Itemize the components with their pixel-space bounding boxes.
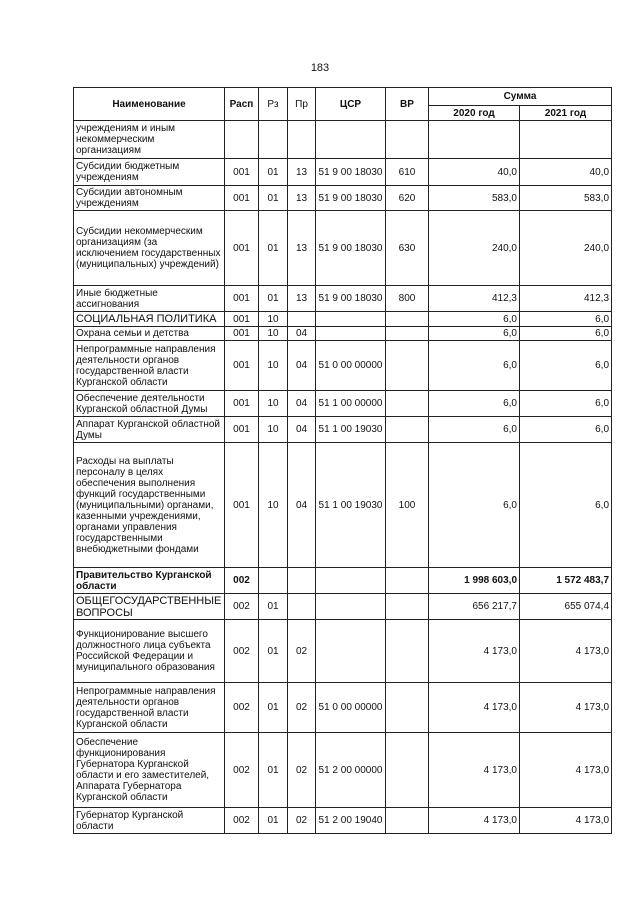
cell-vr bbox=[386, 568, 429, 594]
cell-vr bbox=[386, 417, 429, 443]
cell-pr bbox=[288, 568, 316, 594]
cell-pr: 13 bbox=[288, 186, 316, 211]
cell-pr: 04 bbox=[288, 341, 316, 391]
col-header-2020: 2020 год bbox=[429, 106, 520, 121]
cell-2020: 6,0 bbox=[429, 391, 520, 417]
cell-vr bbox=[386, 683, 429, 733]
cell-2021: 6,0 bbox=[520, 417, 612, 443]
cell-rasp: 002 bbox=[225, 733, 259, 808]
cell-csr: 51 9 00 18030 bbox=[316, 159, 386, 186]
table-row bbox=[74, 121, 612, 159]
table-row bbox=[74, 733, 612, 808]
cell-2020: 240,0 bbox=[429, 211, 520, 286]
cell-rasp: 001 bbox=[225, 341, 259, 391]
cell-rz: 01 bbox=[259, 159, 288, 186]
cell-csr: 51 9 00 18030 bbox=[316, 186, 386, 211]
cell-rz: 01 bbox=[259, 594, 288, 620]
cell-rasp: 001 bbox=[225, 186, 259, 211]
cell-2021: 6,0 bbox=[520, 341, 612, 391]
table-row bbox=[74, 443, 612, 568]
table-row bbox=[74, 211, 612, 286]
cell-pr: 02 bbox=[288, 683, 316, 733]
cell-name: Расходы на выплаты персоналу в целях обеспечения выполнения функций государственными (муниципальными) органами, казенными учреждениями, органами управления государственными внебюджетными фондами bbox=[74, 443, 225, 568]
cell-name: Аппарат Курганской областной Думы bbox=[74, 417, 225, 443]
cell-name: Субсидии бюджетным учреждениям bbox=[74, 159, 225, 186]
table-row bbox=[74, 186, 612, 211]
cell-pr: 04 bbox=[288, 327, 316, 341]
cell-name: Иные бюджетные ассигнования bbox=[74, 286, 225, 312]
cell-2020: 6,0 bbox=[429, 417, 520, 443]
cell-vr bbox=[386, 594, 429, 620]
cell-rz: 01 bbox=[259, 286, 288, 312]
cell-vr: 620 bbox=[386, 186, 429, 211]
cell-vr bbox=[386, 121, 429, 159]
cell-2020: 40,0 bbox=[429, 159, 520, 186]
cell-pr: 02 bbox=[288, 808, 316, 834]
col-header-csr: ЦСР bbox=[316, 88, 386, 121]
cell-2021: 6,0 bbox=[520, 391, 612, 417]
table-body bbox=[74, 121, 612, 834]
cell-name: Субсидии автономным учреждениям bbox=[74, 186, 225, 211]
cell-rasp: 001 bbox=[225, 312, 259, 327]
cell-csr bbox=[316, 594, 386, 620]
cell-2020: 4 173,0 bbox=[429, 808, 520, 834]
cell-name: Правительство Курганской области bbox=[74, 568, 225, 594]
cell-name: Субсидии некоммерческим организациям (за исключением государственных (муниципальных) учреждений) bbox=[74, 211, 225, 286]
cell-2021: 6,0 bbox=[520, 327, 612, 341]
cell-csr: 51 2 00 00000 bbox=[316, 733, 386, 808]
cell-rasp: 002 bbox=[225, 683, 259, 733]
table-row bbox=[74, 391, 612, 417]
cell-pr: 04 bbox=[288, 443, 316, 568]
cell-name: СОЦИАЛЬНАЯ ПОЛИТИКА bbox=[74, 312, 225, 327]
cell-pr: 13 bbox=[288, 211, 316, 286]
cell-rz: 10 bbox=[259, 327, 288, 341]
cell-2021: 1 572 483,7 bbox=[520, 568, 612, 594]
cell-csr bbox=[316, 568, 386, 594]
cell-vr bbox=[386, 327, 429, 341]
col-header-2021: 2021 год bbox=[520, 106, 612, 121]
cell-pr bbox=[288, 594, 316, 620]
cell-2021: 583,0 bbox=[520, 186, 612, 211]
page-number: 183 bbox=[310, 62, 330, 74]
cell-rz: 10 bbox=[259, 443, 288, 568]
table-row bbox=[74, 312, 612, 327]
cell-2020: 1 998 603,0 bbox=[429, 568, 520, 594]
cell-rasp: 002 bbox=[225, 808, 259, 834]
col-header-rasp: Расп bbox=[225, 88, 259, 121]
table-row bbox=[74, 808, 612, 834]
cell-name: ОБЩЕГОСУДАРСТВЕННЫЕ ВОПРОСЫ bbox=[74, 594, 225, 620]
cell-rz: 10 bbox=[259, 312, 288, 327]
cell-vr bbox=[386, 808, 429, 834]
cell-csr: 51 1 00 00000 bbox=[316, 391, 386, 417]
cell-2020: 583,0 bbox=[429, 186, 520, 211]
cell-csr: 51 9 00 18030 bbox=[316, 211, 386, 286]
cell-pr: 02 bbox=[288, 733, 316, 808]
cell-rz: 01 bbox=[259, 683, 288, 733]
cell-pr bbox=[288, 121, 316, 159]
cell-rasp: 001 bbox=[225, 159, 259, 186]
cell-csr: 51 9 00 18030 bbox=[316, 286, 386, 312]
col-header-vr: ВР bbox=[386, 88, 429, 121]
cell-rz: 01 bbox=[259, 211, 288, 286]
cell-2021: 655 074,4 bbox=[520, 594, 612, 620]
cell-2020: 4 173,0 bbox=[429, 683, 520, 733]
cell-pr: 04 bbox=[288, 417, 316, 443]
cell-rasp bbox=[225, 121, 259, 159]
cell-2020 bbox=[429, 121, 520, 159]
table-row bbox=[74, 683, 612, 733]
cell-csr bbox=[316, 327, 386, 341]
cell-vr bbox=[386, 391, 429, 417]
col-header-rz: Рз bbox=[259, 88, 288, 121]
cell-pr bbox=[288, 312, 316, 327]
cell-name: учреждениям и иным некоммерческим организациям bbox=[74, 121, 225, 159]
cell-pr: 02 bbox=[288, 620, 316, 683]
table-row bbox=[74, 341, 612, 391]
cell-2021: 6,0 bbox=[520, 312, 612, 327]
col-header-pr: Пр bbox=[288, 88, 316, 121]
cell-2020: 6,0 bbox=[429, 312, 520, 327]
cell-rz: 10 bbox=[259, 391, 288, 417]
cell-vr bbox=[386, 620, 429, 683]
cell-name: Обеспечение функционирования Губернатора Курганской области и его заместителей, Аппарата Губернатора Курганской области bbox=[74, 733, 225, 808]
cell-2021: 4 173,0 bbox=[520, 808, 612, 834]
cell-rasp: 001 bbox=[225, 417, 259, 443]
cell-2021 bbox=[520, 121, 612, 159]
cell-rasp: 002 bbox=[225, 594, 259, 620]
cell-name: Непрограммные направления деятельности органов государственной власти Курганской области bbox=[74, 341, 225, 391]
cell-csr: 51 1 00 19030 bbox=[316, 443, 386, 568]
cell-2020: 412,3 bbox=[429, 286, 520, 312]
cell-rz: 01 bbox=[259, 808, 288, 834]
col-header-name: Наименование bbox=[74, 88, 225, 121]
cell-rz: 01 bbox=[259, 620, 288, 683]
table-row bbox=[74, 286, 612, 312]
col-header-sum: Сумма bbox=[429, 88, 612, 106]
cell-rz bbox=[259, 568, 288, 594]
cell-2021: 6,0 bbox=[520, 443, 612, 568]
cell-2020: 656 217,7 bbox=[429, 594, 520, 620]
table-row bbox=[74, 594, 612, 620]
cell-name: Обеспечение деятельности Курганской областной Думы bbox=[74, 391, 225, 417]
cell-2020: 6,0 bbox=[429, 327, 520, 341]
cell-rz: 01 bbox=[259, 733, 288, 808]
cell-vr bbox=[386, 312, 429, 327]
cell-name: Губернатор Курганской области bbox=[74, 808, 225, 834]
cell-rasp: 001 bbox=[225, 391, 259, 417]
table-row bbox=[74, 620, 612, 683]
cell-vr bbox=[386, 341, 429, 391]
cell-2021: 4 173,0 bbox=[520, 733, 612, 808]
cell-vr bbox=[386, 733, 429, 808]
cell-vr: 630 bbox=[386, 211, 429, 286]
cell-name: Функционирование высшего должностного лица субъекта Российской Федерации и муниципального образования bbox=[74, 620, 225, 683]
cell-csr: 51 1 00 19030 bbox=[316, 417, 386, 443]
cell-2020: 4 173,0 bbox=[429, 733, 520, 808]
cell-vr: 610 bbox=[386, 159, 429, 186]
cell-2020: 6,0 bbox=[429, 341, 520, 391]
table-row bbox=[74, 327, 612, 341]
cell-rasp: 001 bbox=[225, 211, 259, 286]
cell-rasp: 001 bbox=[225, 286, 259, 312]
cell-csr: 51 0 00 00000 bbox=[316, 683, 386, 733]
cell-csr bbox=[316, 312, 386, 327]
cell-csr: 51 2 00 19040 bbox=[316, 808, 386, 834]
cell-rz: 01 bbox=[259, 186, 288, 211]
budget-table bbox=[73, 87, 612, 834]
cell-rz bbox=[259, 121, 288, 159]
cell-vr: 800 bbox=[386, 286, 429, 312]
cell-2021: 40,0 bbox=[520, 159, 612, 186]
cell-rz: 10 bbox=[259, 417, 288, 443]
cell-name: Непрограммные направления деятельности органов государственной власти Курганской области bbox=[74, 683, 225, 733]
cell-2020: 6,0 bbox=[429, 443, 520, 568]
cell-name: Охрана семьи и детства bbox=[74, 327, 225, 341]
cell-rasp: 001 bbox=[225, 327, 259, 341]
cell-pr: 13 bbox=[288, 159, 316, 186]
cell-rz: 10 bbox=[259, 341, 288, 391]
cell-pr: 04 bbox=[288, 391, 316, 417]
cell-rasp: 002 bbox=[225, 568, 259, 594]
cell-2021: 412,3 bbox=[520, 286, 612, 312]
cell-vr: 100 bbox=[386, 443, 429, 568]
table-row bbox=[74, 159, 612, 186]
cell-2021: 4 173,0 bbox=[520, 620, 612, 683]
table-row bbox=[74, 568, 612, 594]
cell-csr bbox=[316, 121, 386, 159]
cell-2021: 240,0 bbox=[520, 211, 612, 286]
cell-pr: 13 bbox=[288, 286, 316, 312]
cell-csr bbox=[316, 620, 386, 683]
cell-csr: 51 0 00 00000 bbox=[316, 341, 386, 391]
table-row bbox=[74, 417, 612, 443]
cell-2020: 4 173,0 bbox=[429, 620, 520, 683]
cell-2021: 4 173,0 bbox=[520, 683, 612, 733]
cell-rasp: 002 bbox=[225, 620, 259, 683]
cell-rasp: 001 bbox=[225, 443, 259, 568]
